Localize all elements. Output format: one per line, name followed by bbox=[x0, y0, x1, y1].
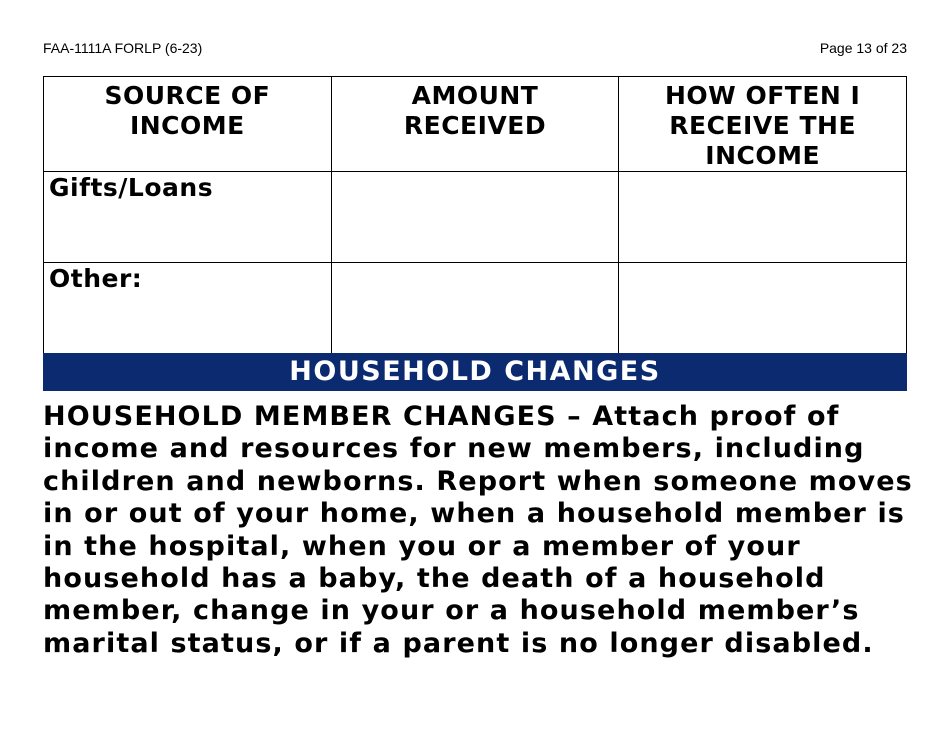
household-member-changes-text: HOUSEHOLD MEMBER CHANGES – Attach proof of income and resources for new members, including children and newborns. Report when someone moves in or out of your home, when a household member is in the hospital, when you or a member of your household has a baby, the death of a household member, change in your or a household member’s marital status, or if a parent is no longer disabled. bbox=[43, 401, 913, 659]
income-table bbox=[43, 76, 907, 354]
row-label-gifts-loans: Gifts/Loans bbox=[44, 172, 332, 263]
page-number: Page 13 of 23 bbox=[819, 40, 907, 56]
column-header-frequency: HOW OFTEN I RECEIVE THE INCOME bbox=[619, 77, 907, 172]
column-header-amount: AMOUNT RECEIVED bbox=[331, 77, 619, 172]
section-title-household-changes: HOUSEHOLD CHANGES bbox=[43, 353, 907, 391]
amount-field-other[interactable] bbox=[331, 263, 619, 354]
table-header-row bbox=[44, 77, 907, 172]
form-id: FAA-1111A FORLP (6-23) bbox=[43, 40, 203, 56]
column-header-source: SOURCE OF INCOME bbox=[44, 77, 332, 172]
frequency-field-gifts-loans[interactable] bbox=[619, 172, 907, 263]
amount-field-gifts-loans[interactable] bbox=[331, 172, 619, 263]
row-label-other: Other: bbox=[44, 263, 332, 354]
frequency-field-other[interactable] bbox=[619, 263, 907, 354]
table-row bbox=[44, 172, 907, 263]
table-row bbox=[44, 263, 907, 354]
